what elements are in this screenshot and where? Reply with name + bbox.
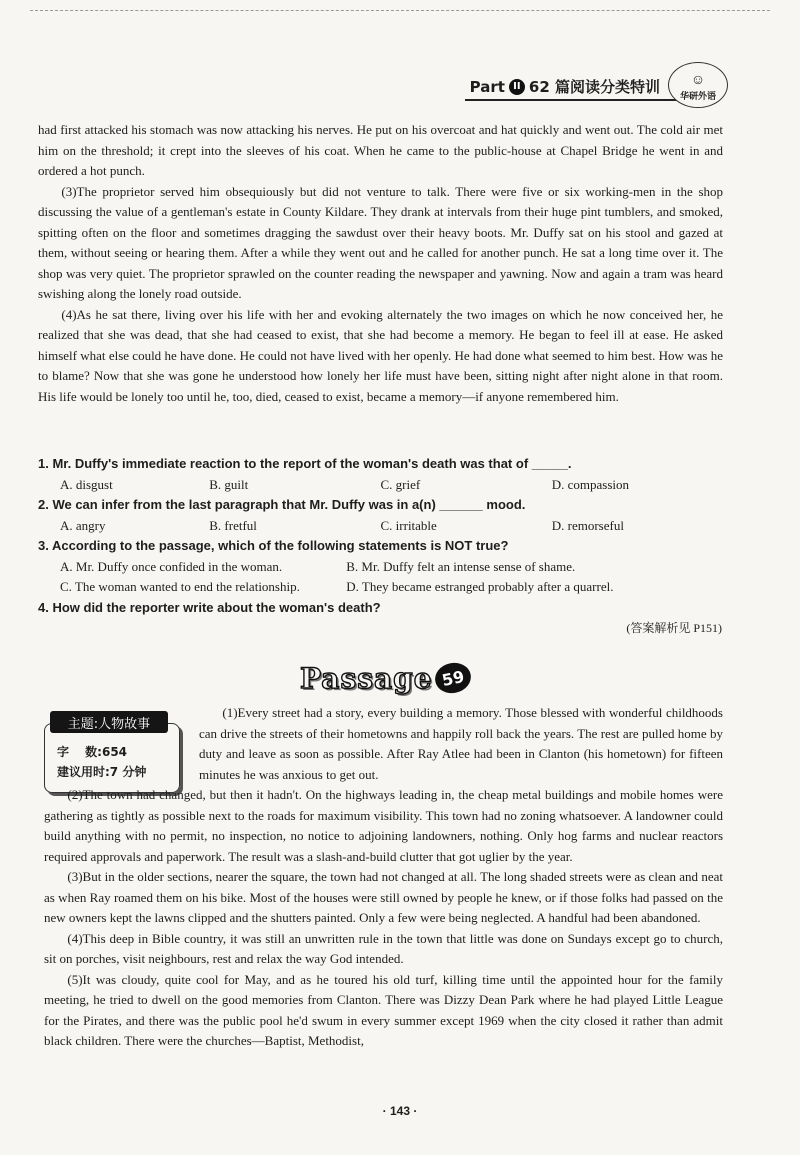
page-number: · 143 · <box>382 1104 418 1118</box>
header-divider <box>465 99 705 101</box>
topic-box <box>44 711 184 795</box>
paragraph: (5)It was cloudy, quite cool for May, and as he toured his old turf, killing time until the appointed hour for the family meeting, he tried to dwell on the good memories from Clanton. There was Dizzy Dean Park where he had played Little League for the Pirates, and there was the public pool he'd swum in every summer except 1969 when the city closed it rather than admit black children. There were the churches—Baptist, Methodist, <box>44 971 723 1048</box>
word-count: 字 数:654 <box>57 745 128 759</box>
section-title: 62 篇阅读分类特训 <box>528 78 660 96</box>
part-number-badge: II <box>509 79 525 95</box>
passage-59-intro <box>199 703 723 785</box>
page-header <box>0 62 800 102</box>
option: B. fretful <box>209 517 257 533</box>
passage-banner <box>300 658 471 698</box>
questions <box>38 454 723 618</box>
option: C. irritable <box>380 517 437 533</box>
option: C. grief <box>380 476 421 492</box>
option: D. remorseful <box>551 517 624 533</box>
banner-word: Passage <box>300 661 433 695</box>
passage-59-text <box>44 785 723 1052</box>
question-stem: 1. Mr. Duffy's immediate reaction to the report of the woman's death was that of _____. <box>38 456 572 471</box>
logo-text: 华研外语 <box>679 92 716 102</box>
question-stem: 4. How did the reporter write about the woman's death? <box>38 599 381 615</box>
publisher-logo <box>668 62 728 108</box>
topic-details <box>44 723 180 793</box>
option: D. They became estranged probably after a quarrel. <box>346 579 614 594</box>
paragraph: (2)The town had changed, but then it hadn't. On the highways leading in, the cheap metal buildings and mobile homes were gathering as tightly as possible next to the roads for maximum visibility. This town had no zoning whatsoever. A landowner could build anything with no permit, no inspection, no notice to adjoining landowners, nothing. Only hog farms and nuclear reactors required approvals and paperwork. The result was a slash-and-build clutter that got uglier by the year. <box>44 787 723 864</box>
question-stem: 3. According to the passage, which of the following statements is NOT true? <box>38 538 509 553</box>
option: D. compassion <box>551 476 630 492</box>
paragraph: (4)As he sat there, living over his life with her and evoking alternately the two images on which he now conceived her, he realized that she was dead, that she had ceased to exist, that she had become a memory. He began to feel ill at ease. He asked himself what else could he have done. He could not have lived with her openly. He had done what seemed to him best. How was he to blame? Now that she was gone he understood how lonely her life must have been, sitting night after night alone in that room. His life would be lonely too until he, too, died, ceased to exist, became a memory—if anyone remembered him. <box>38 306 723 404</box>
option: A. disgust <box>60 476 113 492</box>
paragraph: (1)Every street had a story, every building a memory. Those blessed with wonderful childhoods can drive the streets of their hometowns and happily roll back the years. The rest are pulled home by duty and leave as soon as possible. After Ray Atlee had been in Clanton (his hometown) for fifteen minutes he was anxious to get out. <box>199 705 723 782</box>
question-stem: 2. We can infer from the last paragraph that Mr. Duffy was in a(n) ______ mood. <box>38 497 526 512</box>
paragraph: (3)But in the older sections, nearer the square, the town had not changed at all. The long shaded streets were as clean and neat as when Ray roamed them on his bike. Most of the houses were still owned by people he knew, or if those folks had passed on the new owners kept the lawns clipped and the shutters painted. Only a few were being neglected. A handful had been abandoned. <box>44 869 723 925</box>
paragraph: (4)This deep in Bible country, it was still an unwritten rule in the town that little was done on Sundays except go to church, sit on porches, visit neighbours, rest and relax the way God intended. <box>44 930 723 966</box>
option: A. angry <box>60 517 106 533</box>
paragraph: (3)The proprietor served him obsequiously but did not venture to talk. There were five or six working-men in the shop discussing the value of a gentleman's estate in County Kildare. They drank at intervals from their huge pint tumblers, and smoked, spitting often on the floor and sometimes dragging the sawdust over their heavy boots. Mr. Duffy sat on his stool and gazed at them, without seeing or hearing them. After a while they went out and he called for another punch. He sat a long time over it. The shop was very quiet. The proprietor sprawled on the counter reading the newspaper and yawning. Now and again a tram was heard swishing along the lonely road outside. <box>38 183 723 301</box>
question-options <box>38 577 723 598</box>
paragraph: had first attacked his stomach was now attacking his nerves. He put on his overcoat and hat quickly and went out. The cold air met him on the threshold; it crept into the sleeves of his coat. When he came to the public-house at Chapel Bridge he went in and ordered a hot punch. <box>38 122 723 178</box>
passage-number-badge: 59 <box>432 660 473 697</box>
option: C. The woman wanted to end the relationship. <box>60 579 300 594</box>
option: B. guilt <box>209 476 249 492</box>
question-options <box>38 557 723 578</box>
option: A. Mr. Duffy once confided in the woman. <box>60 558 283 574</box>
passage-58-text <box>38 120 723 407</box>
mascot-icon: ☺ <box>690 73 706 88</box>
part-label: Part <box>469 77 505 96</box>
answer-reference: (答案解析见 P151) <box>626 621 722 635</box>
suggested-time: 建议用时:7 分钟 <box>57 765 147 779</box>
question-options <box>38 516 723 537</box>
topic-label: 主题:人物故事 <box>50 711 168 733</box>
question-options <box>38 475 723 496</box>
option: B. Mr. Duffy felt an intense sense of shame. <box>346 558 576 574</box>
top-divider <box>30 10 770 11</box>
header-title <box>470 76 660 97</box>
